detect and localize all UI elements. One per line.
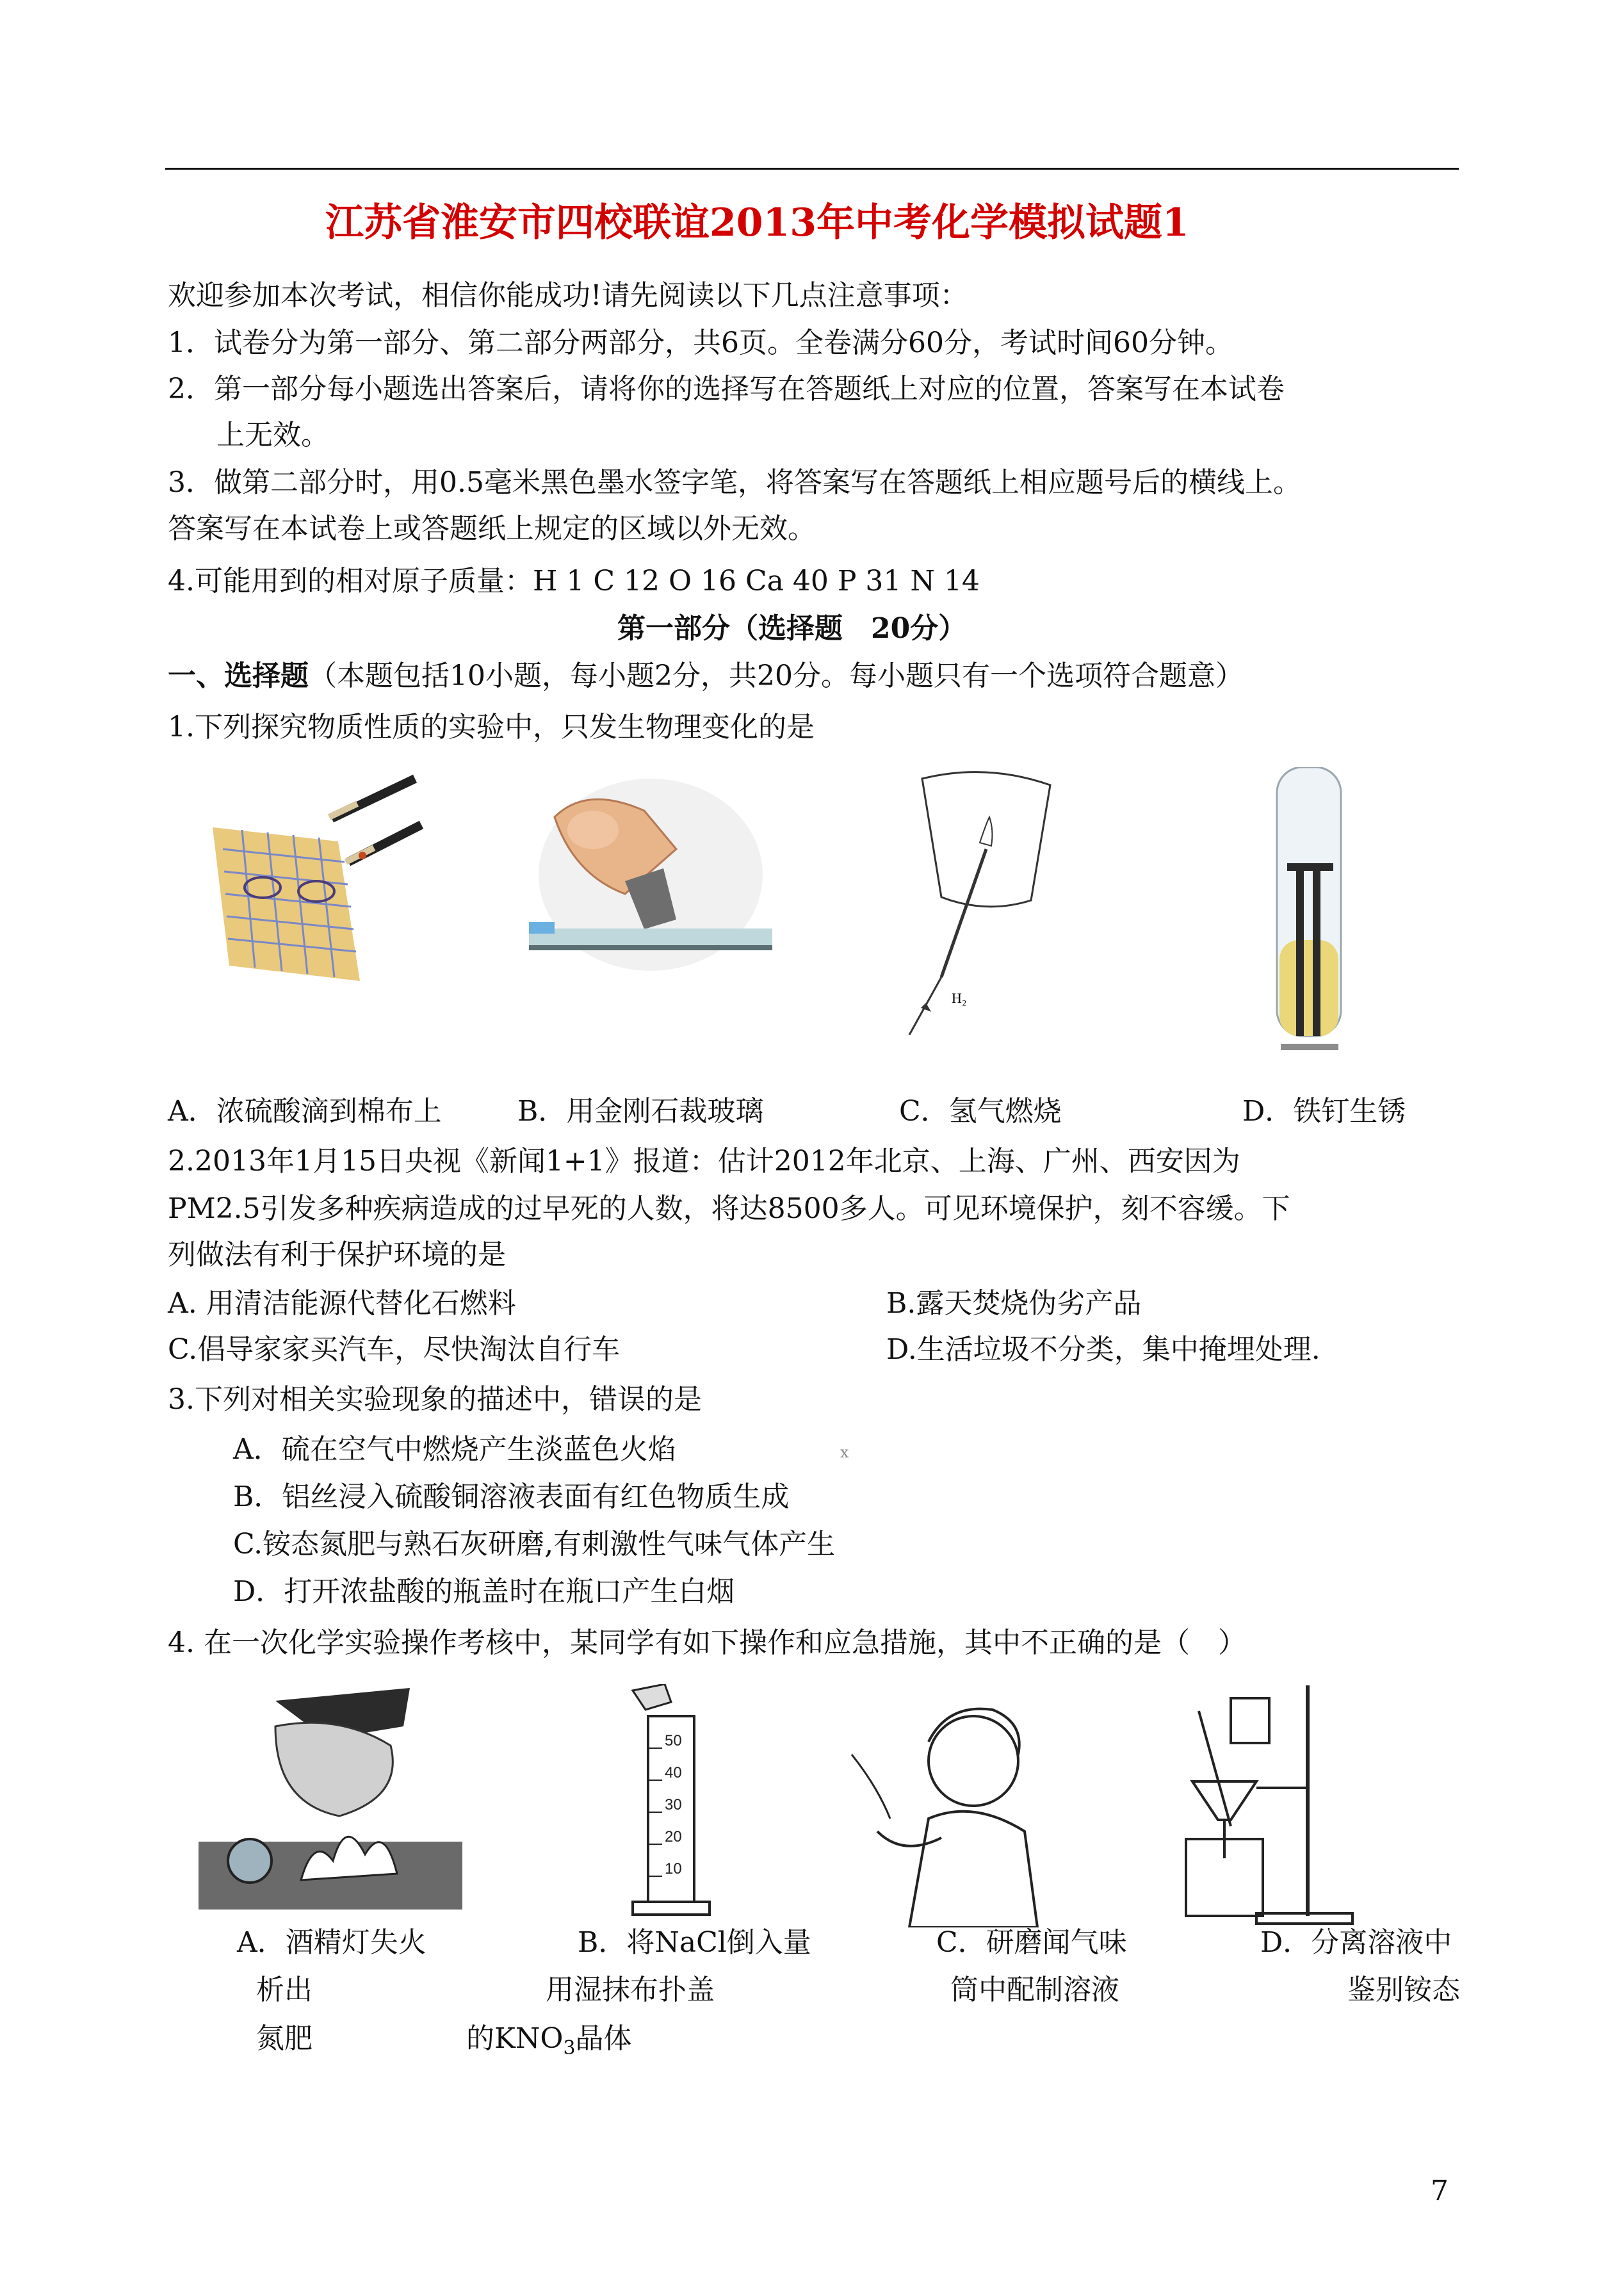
- grinding-smell-image: [839, 1691, 1063, 1927]
- cylinder-tick-30: 30: [665, 1796, 682, 1813]
- q4-option-d: D．分离溶液中: [1260, 1926, 1452, 1959]
- page-number: 7: [1431, 2175, 1449, 2207]
- kno3-suffix: 晶体: [575, 2022, 632, 2055]
- cotton-cloth-acid-image: [204, 766, 424, 984]
- q4-line3-b: [466, 2021, 632, 2066]
- q3-option-b: B．铝丝浸入硫酸铜溶液表面有红色物质生成: [233, 1480, 790, 1513]
- kno3-prefix: 的KNO: [466, 2022, 564, 2055]
- cylinder-tick-50: 50: [665, 1732, 682, 1749]
- q1-stem: 1.下列探究物质性质的实验中，只发生物理变化的是: [168, 711, 815, 743]
- q1-option-a: A．浓硫酸滴到棉布上: [168, 1095, 442, 1128]
- q4-stem: 4. 在一次化学实验操作考核中，某同学有如下操作和应急措施，其中不正确的是（ ）: [168, 1626, 1246, 1659]
- q2-option-d: D.生活垃圾不分类，集中掩埋处理.: [886, 1333, 1320, 1366]
- q4-option-b: B．将NaCl倒入量: [578, 1926, 811, 1959]
- q2-option-b: B.露天焚烧伪劣产品: [886, 1287, 1142, 1320]
- notice-item-3-cont: 答案写在本试卷上或答题纸上规定的区域以外无效。: [168, 512, 816, 545]
- q2-stem-line1: 2.2013年1月15日央视《新闻1+1》报道：估计2012年北京、上海、广州、西安因为: [168, 1145, 1240, 1178]
- cylinder-tick-10: 10: [665, 1860, 682, 1877]
- q2-option-a: A. 用清洁能源代替化石燃料: [168, 1287, 516, 1320]
- notice-item-2-cont: 上无效。: [216, 419, 329, 451]
- q4-line2-d: 鉴别铵态: [1347, 1974, 1460, 2006]
- q4-option-c: C．研磨闻气味: [936, 1926, 1127, 1959]
- q4-line3-a: 氮肥: [256, 2022, 313, 2055]
- notice-item-1: 1．试卷分为第一部分、第二部分两部分，共6页。全卷满分60分，考试时间60分钟。: [168, 327, 1233, 359]
- notice-intro: 欢迎参加本次考试，相信你能成功!请先阅读以下几点注意事项：: [168, 279, 968, 312]
- q2-stem-line3: 列做法有利于保护环境的是: [168, 1238, 506, 1271]
- q4-option-a: A．酒精灯失火: [237, 1926, 426, 1959]
- q2-option-c: C.倡导家家买汽车，尽快淘汰自行车: [168, 1333, 621, 1366]
- q3-stray-mark: x: [840, 1443, 849, 1461]
- part1-heading: 第一部分（选择题 20分）: [617, 612, 967, 645]
- q2-stem-line2: PM2.5引发多种疾病造成的过早死的人数，将达8500多人。可见环境保护，刻不容缓。下: [168, 1192, 1290, 1225]
- diamond-cutting-glass-image: [529, 772, 772, 971]
- q1-option-d: D．铁钉生锈: [1242, 1095, 1406, 1128]
- q3-option-d: D．打开浓盐酸的瓶盖时在瓶口产生白烟: [233, 1575, 735, 1608]
- section1-desc: （本题包括10小题，每小题2分，共20分。每小题只有一个选项符合题意）: [309, 660, 1244, 692]
- q3-stem: 3.下列对相关实验现象的描述中，错误的是: [168, 1383, 702, 1416]
- alcohol-lamp-fire-image: [199, 1688, 462, 1910]
- q4-line2-a: 析出: [256, 1974, 313, 2006]
- section1-heading: [168, 658, 1244, 694]
- q4-line2-c: 筒中配制溶液: [950, 1974, 1119, 2006]
- hydrogen-burning-image: [884, 766, 1095, 1035]
- page-title: 江苏省淮安市四校联谊2013年中考化学模拟试题1: [325, 200, 1189, 245]
- cylinder-tick-20: 20: [665, 1828, 682, 1845]
- header-rule: [165, 168, 1459, 170]
- q3-option-c: C.铵态氮肥与熟石灰研磨,有刺激性气味气体产生: [233, 1528, 836, 1561]
- q4-line2-b: 用湿抹布扑盖: [546, 1974, 715, 2006]
- measuring-cylinder-image: [626, 1684, 716, 1921]
- notice-item-2: 2．第一部分每小题选出答案后，请将你的选择写在答题纸上对应的位置，答案写在本试卷: [168, 373, 1285, 405]
- h2-label: H₂: [952, 990, 967, 1006]
- cylinder-tick-40: 40: [665, 1764, 682, 1781]
- section1-label: 一、选择题: [168, 660, 309, 692]
- q1-option-c: C．氢气燃烧: [899, 1095, 1062, 1128]
- iron-nail-rusting-image: [1274, 767, 1345, 1053]
- kno3-subscript: 3: [563, 2037, 576, 2059]
- notice-item-4: 4.可能用到的相对原子质量：H 1 C 12 O 16 Ca 40 P 31 N 14: [168, 565, 980, 597]
- filtration-setup-image: [1148, 1673, 1359, 1929]
- notice-item-3: 3．做第二部分时，用0.5毫米黑色墨水签字笔，将答案写在答题纸上相应题号后的横线上。: [168, 466, 1301, 499]
- q1-option-b: B．用金刚石裁玻璃: [517, 1095, 764, 1128]
- q3-option-a: A．硫在空气中燃烧产生淡蓝色火焰: [233, 1433, 676, 1466]
